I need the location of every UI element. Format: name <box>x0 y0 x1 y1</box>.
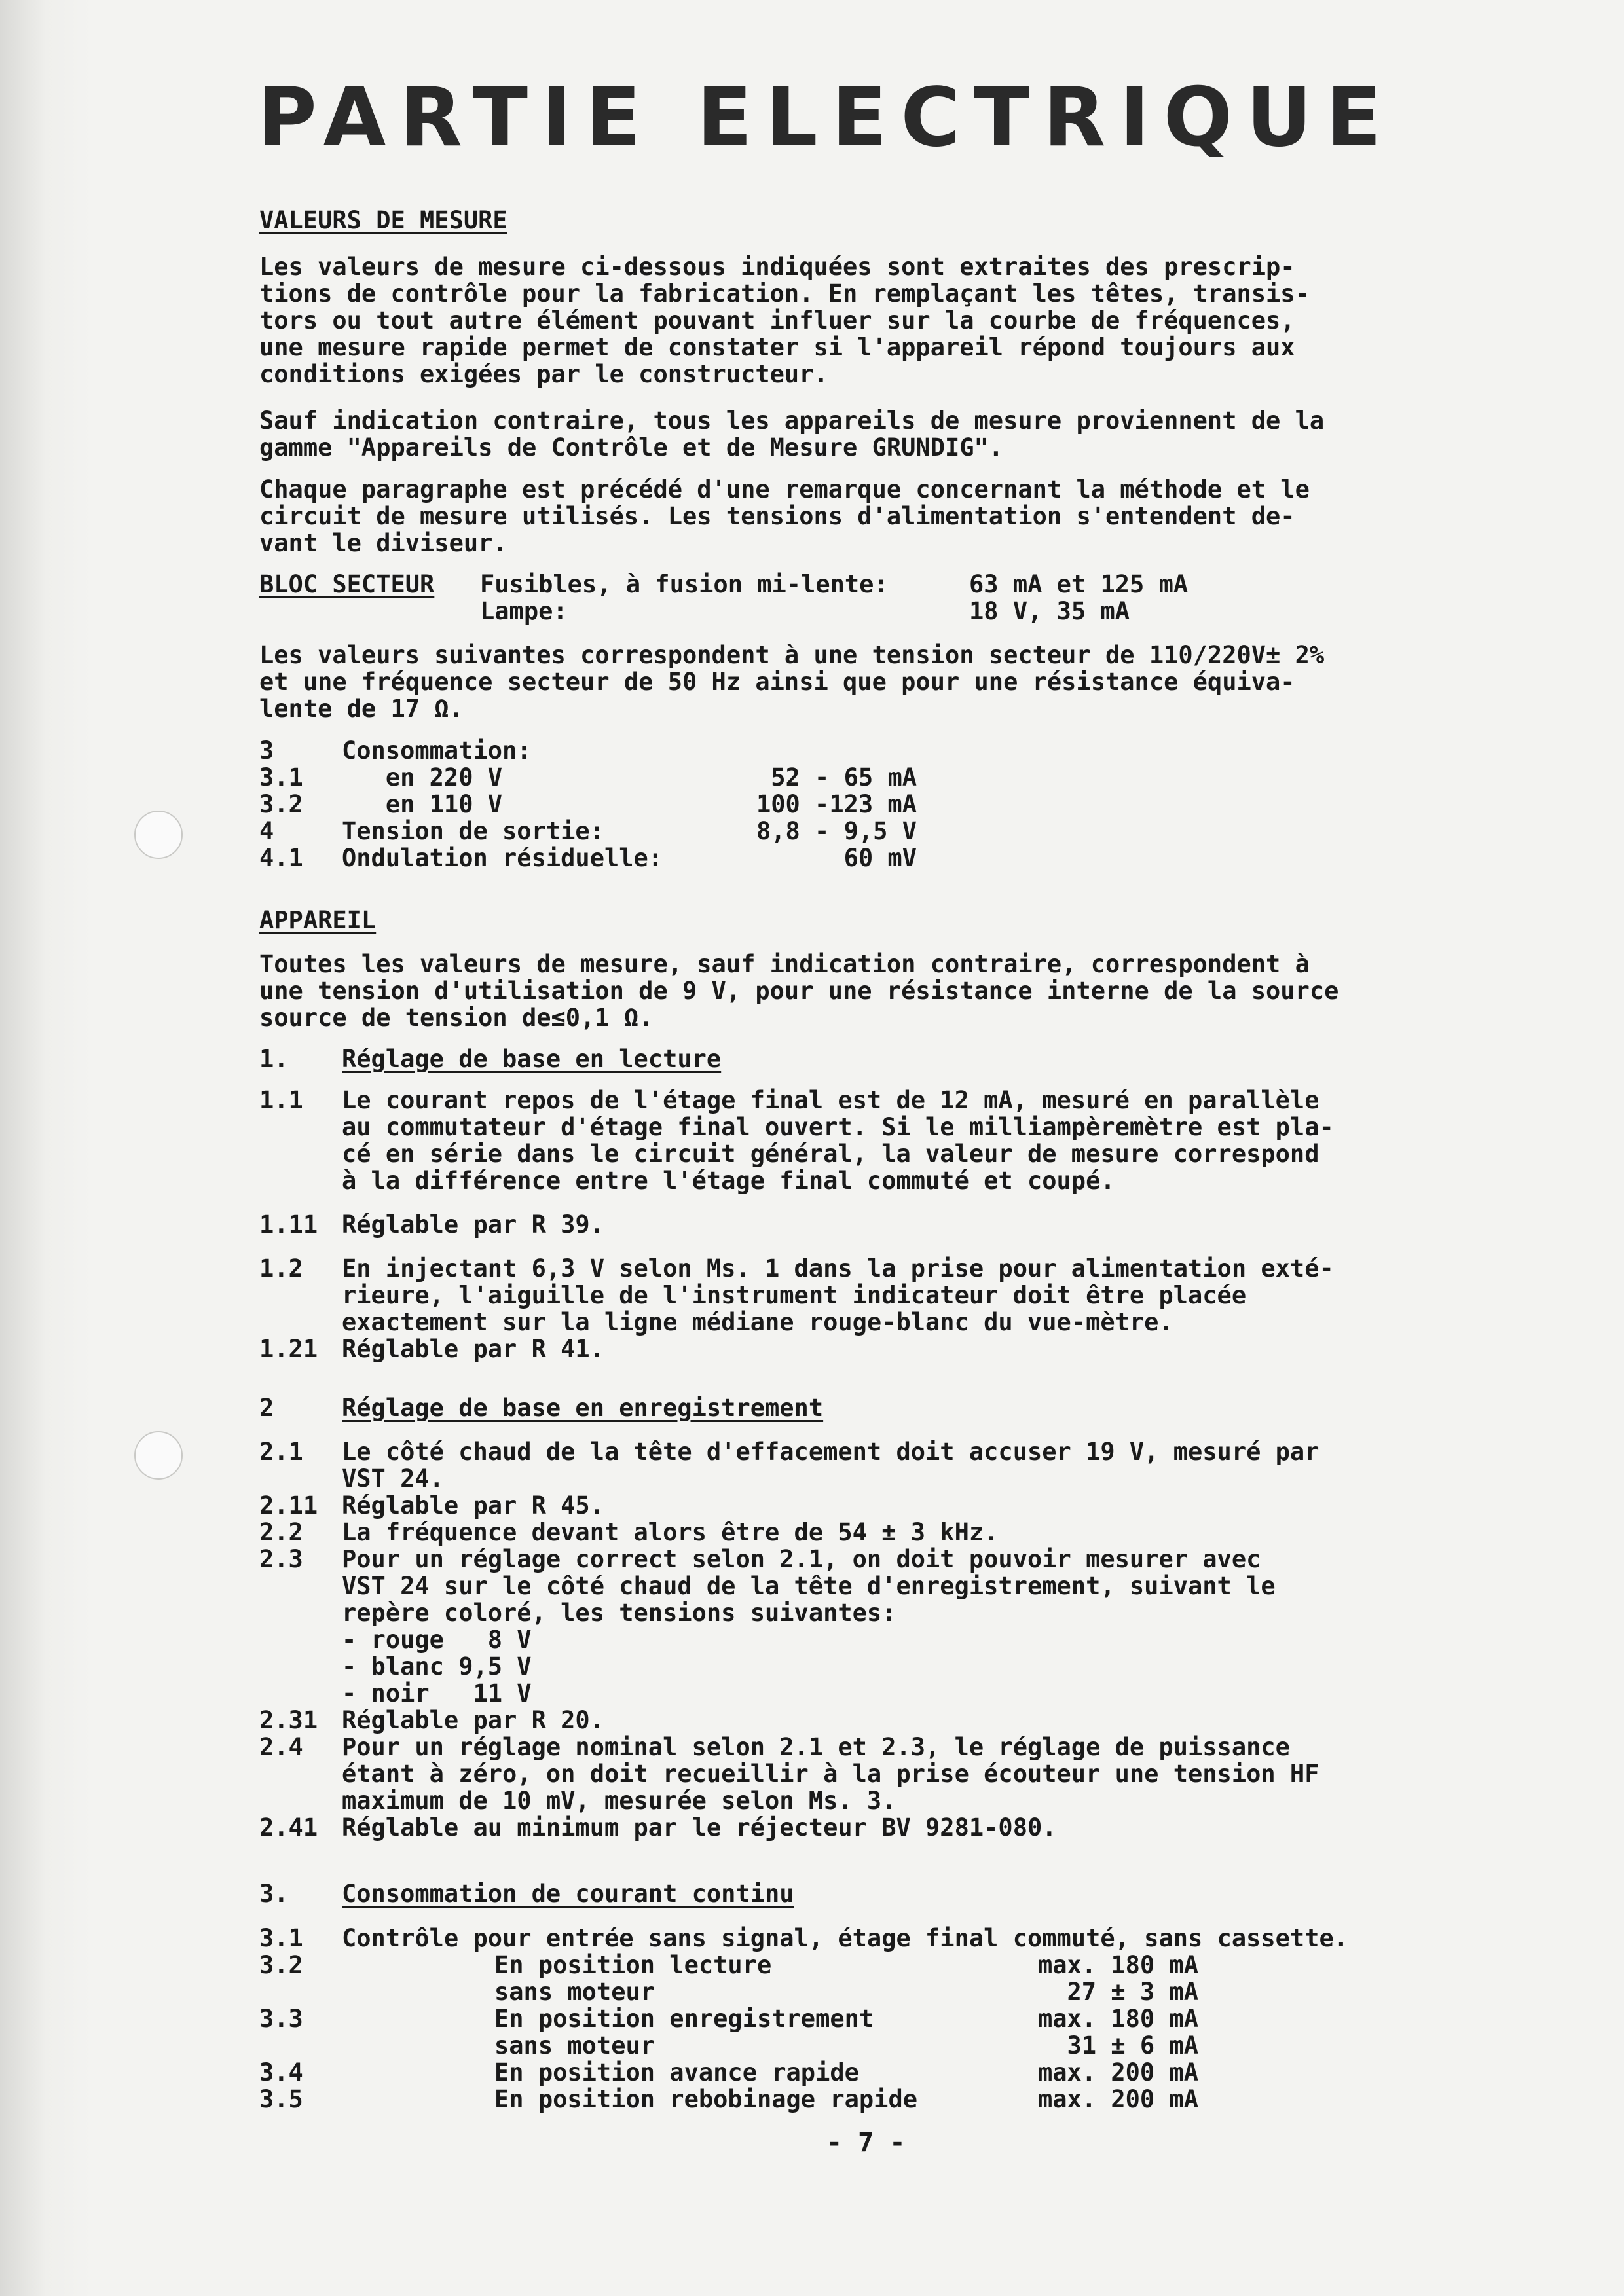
item-line: à la différence entre l'étage final commuté et coupé. <box>342 1167 1115 1195</box>
item-number: 2.41 <box>259 1813 318 1842</box>
item-line: Réglable par R 41. <box>342 1335 604 1363</box>
item-number: 2.11 <box>259 1491 318 1520</box>
item-number: 1.11 <box>259 1211 318 1239</box>
punch-hole <box>134 1431 183 1480</box>
row-value: 60 mV <box>843 844 917 872</box>
item-line: VST 24 sur le côté chaud de la tête d'enregistrement, suivant le <box>342 1572 1276 1600</box>
paragraph-line: Les valeurs suivantes correspondent à une tension secteur de 110/220V± 2% <box>259 641 1325 669</box>
item-line: VST 24. <box>342 1465 444 1493</box>
page-title: PARTIE ELECTRIQUE <box>257 71 1395 165</box>
row-label: En position enregistrement <box>494 2005 874 2033</box>
paragraph-line: une tension d'utilisation de 9 V, pour une résistance interne de la source <box>259 977 1339 1005</box>
section-title: Consommation de courant continu <box>342 1880 794 1908</box>
section-number: 2 <box>259 1394 274 1422</box>
item-number: 2.4 <box>259 1733 303 1761</box>
row-label: En position avance rapide <box>494 2058 859 2086</box>
paragraph-line: et une fréquence secteur de 50 Hz ainsi que pour une résistance équiva- <box>259 668 1295 696</box>
row-label: Consommation: <box>342 737 532 765</box>
item-line: repère coloré, les tensions suivantes: <box>342 1599 896 1627</box>
row-number: 4 <box>259 817 274 845</box>
punch-hole <box>134 811 183 859</box>
item-line: En injectant 6,3 V selon Ms. 1 dans la prise pour alimentation exté- <box>342 1254 1334 1283</box>
paragraph-line: tions de contrôle pour la fabrication. En remplaçant les têtes, transis- <box>259 280 1310 308</box>
row-label: En position rebobinage rapide <box>494 2085 918 2113</box>
item-line: - blanc 9,5 V <box>342 1652 532 1681</box>
row-value: 52 - 65 mA <box>771 763 917 792</box>
item-line: Réglable au minimum par le réjecteur BV 9281-080. <box>342 1813 1057 1842</box>
paragraph-line: Les valeurs de mesure ci-dessous indiquées sont extraites des prescrip- <box>259 253 1295 281</box>
item-number: 2.1 <box>259 1438 303 1466</box>
item-number: 2.31 <box>259 1706 318 1734</box>
item-line: La fréquence devant alors être de 54 ± 3 kHz. <box>342 1518 999 1546</box>
item-line: Le courant repos de l'étage final est de 12 mA, mesuré en parallèle <box>342 1086 1320 1114</box>
row-value: max. 200 mA <box>1037 2085 1198 2113</box>
item-line: Réglable par R 20. <box>342 1706 604 1734</box>
section-heading-appareil: APPAREIL <box>259 906 377 934</box>
paragraph-line: circuit de mesure utilisés. Les tensions d'alimentation s'entendent de- <box>259 502 1295 530</box>
row-number: 3.4 <box>259 2058 303 2086</box>
item-line: Le côté chaud de la tête d'effacement doit accuser 19 V, mesuré par <box>342 1438 1320 1466</box>
paragraph-line: vant le diviseur. <box>259 529 507 557</box>
row-label: Ondulation résiduelle: <box>342 844 663 872</box>
paragraph-line: une mesure rapide permet de constater si l'appareil répond toujours aux <box>259 333 1295 361</box>
row-label: En position lecture <box>494 1951 772 1979</box>
item-line: rieure, l'aiguille de l'instrument indicateur doit être placée <box>342 1281 1247 1309</box>
row-label: sans moteur <box>494 1978 655 2006</box>
item-line: - rouge 8 V <box>342 1626 532 1654</box>
section-title: Réglage de base en lecture <box>342 1045 722 1073</box>
row-label: sans moteur <box>494 2032 655 2060</box>
paragraph-line: conditions exigées par le constructeur. <box>259 360 828 388</box>
row-number: 3.1 <box>259 763 303 792</box>
lampe-label: Lampe: <box>480 597 568 625</box>
row-value: 8,8 - 9,5 V <box>756 817 917 845</box>
item-line: - noir 11 V <box>342 1679 532 1707</box>
row-value: max. 180 mA <box>1037 1951 1198 1979</box>
row-value: 27 ± 3 mA <box>1067 1978 1198 2006</box>
item-number: 2.3 <box>259 1545 303 1573</box>
item-number: 1.21 <box>259 1335 318 1363</box>
paragraph-line: lente de 17 Ω. <box>259 695 464 723</box>
section-heading-valeurs: VALEURS DE MESURE <box>259 206 507 234</box>
paragraph-line: Toutes les valeurs de mesure, sauf indication contraire, correspondent à <box>259 950 1310 978</box>
item-number: 1.1 <box>259 1086 303 1114</box>
section-title: Réglage de base en enregistrement <box>342 1394 824 1422</box>
row-value: max. 200 mA <box>1037 2058 1198 2086</box>
paragraph-line: source de tension de≤0,1 Ω. <box>259 1004 654 1032</box>
section-number: 1. <box>259 1045 289 1073</box>
paragraph-line: Sauf indication contraire, tous les appareils de mesure proviennent de la <box>259 407 1325 435</box>
item-line: maximum de 10 mV, mesurée selon Ms. 3. <box>342 1787 896 1815</box>
row-number: 4.1 <box>259 844 303 872</box>
paragraph-line: gamme "Appareils de Contrôle et de Mesure GRUNDIG". <box>259 433 1004 462</box>
row-number: 3.2 <box>259 1951 303 1979</box>
item-line: Réglable par R 39. <box>342 1211 604 1239</box>
lampe-value: 18 V, 35 mA <box>969 597 1130 625</box>
item-line: cé en série dans le circuit général, la valeur de mesure correspond <box>342 1140 1320 1168</box>
row-label: en 220 V <box>342 763 503 792</box>
item-line: étant à zéro, on doit recueillir à la prise écouteur une tension HF <box>342 1760 1320 1788</box>
section-heading-bloc-secteur: BLOC SECTEUR <box>259 570 435 598</box>
row-value: max. 180 mA <box>1037 2005 1198 2033</box>
fusibles-value: 63 mA et 125 mA <box>969 570 1189 598</box>
item-line: Pour un réglage nominal selon 2.1 et 2.3, le réglage de puissance <box>342 1733 1290 1761</box>
section-number: 3. <box>259 1880 289 1908</box>
item-number: 1.2 <box>259 1254 303 1283</box>
row-value: 31 ± 6 mA <box>1067 2032 1198 2060</box>
row-label: Tension de sortie: <box>342 817 604 845</box>
paragraph-line: Chaque paragraphe est précédé d'une remarque concernant la méthode et le <box>259 475 1310 503</box>
item-number: 3.1 <box>259 1924 303 1952</box>
paragraph-line: tors ou tout autre élément pouvant influer sur la courbe de fréquences, <box>259 306 1295 335</box>
row-number: 3 <box>259 737 274 765</box>
row-number: 3.5 <box>259 2085 303 2113</box>
row-number: 3.2 <box>259 790 303 818</box>
item-line: Pour un réglage correct selon 2.1, on doit pouvoir mesurer avec <box>342 1545 1261 1573</box>
row-number: 3.3 <box>259 2005 303 2033</box>
item-line: exactement sur la ligne médiane rouge-blanc du vue-mètre. <box>342 1308 1173 1336</box>
item-number: 2.2 <box>259 1518 303 1546</box>
row-label: en 110 V <box>342 790 503 818</box>
item-line: Réglable par R 45. <box>342 1491 604 1520</box>
row-value: 100 -123 mA <box>756 790 917 818</box>
page-number: - 7 - <box>826 2128 906 2158</box>
item-line: Contrôle pour entrée sans signal, étage final commuté, sans cassette. <box>342 1924 1349 1952</box>
fusibles-label: Fusibles, à fusion mi-lente: <box>480 570 889 598</box>
item-line: au commutateur d'étage final ouvert. Si le milliampèremètre est pla- <box>342 1113 1334 1141</box>
